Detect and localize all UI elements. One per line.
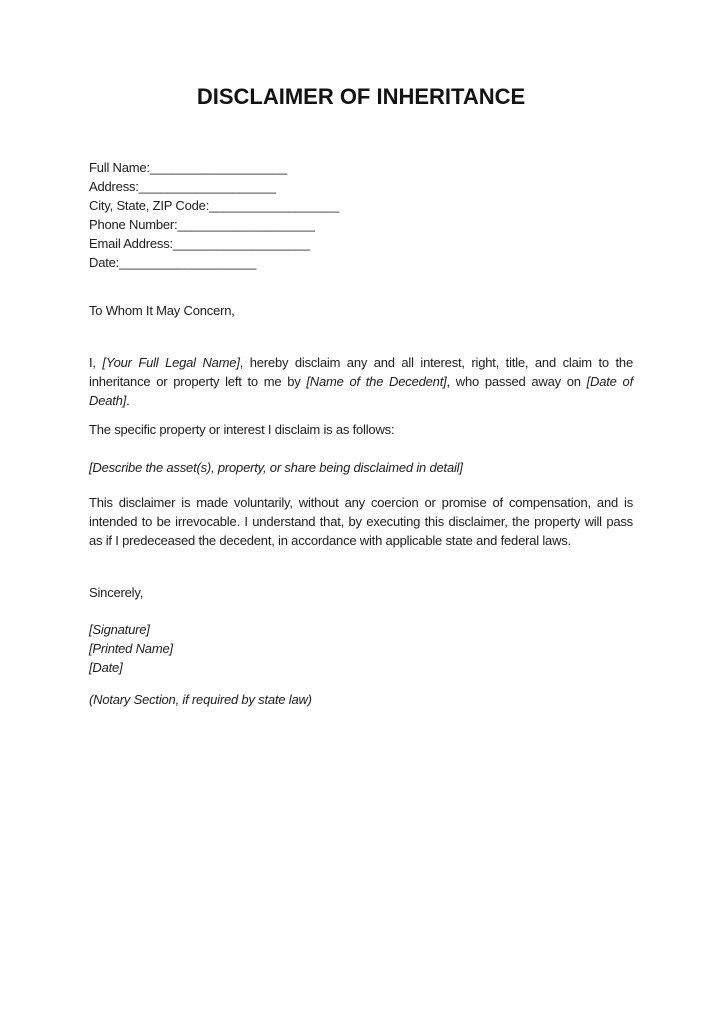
form-line-full-name — [89, 158, 633, 177]
document-title: DISCLAIMER OF INHERITANCE — [196, 84, 526, 109]
field-blank-line: ___________________ — [149, 160, 288, 175]
placeholder-full-legal-name: [Your Full Legal Name] — [102, 355, 240, 370]
field-blank-line: ___________________ — [172, 236, 311, 251]
signature-placeholder: [Signature] — [89, 622, 150, 637]
field-blank-line: ___________________ — [177, 217, 315, 232]
voluntary-disclaimer-paragraph: This disclaimer is made voluntarily, without any coercion or promise of compensation, and is intended to be irrevocable. I understand that, by executing this disclaimer, the property will pass as if I predeceased the decedent, in accordance with applicable state and federal laws. — [89, 495, 633, 548]
contact-info-block — [89, 158, 633, 272]
form-line-date — [89, 253, 633, 272]
field-label: Date: — [89, 255, 120, 270]
printed-name-placeholder: [Printed Name] — [89, 641, 173, 656]
paragraph-text: I, — [89, 355, 103, 370]
paragraph-text: . — [126, 393, 130, 408]
disclaimer-paragraph — [89, 353, 633, 410]
paragraph-text: , who passed away on — [446, 374, 587, 389]
field-blank-line: ___________________ — [119, 255, 257, 270]
field-label: Address: — [89, 179, 139, 194]
signature-block — [89, 620, 633, 677]
notary-note: (Notary Section, if required by state law) — [89, 692, 312, 707]
specific-property-paragraph: The specific property or interest I disclaim is as follows: — [89, 422, 395, 437]
field-blank-line: ___________________ — [138, 179, 277, 194]
form-line-email-address — [89, 234, 633, 253]
field-label: Full Name: — [89, 160, 150, 175]
form-line-address — [89, 177, 633, 196]
field-label: City, State, ZIP Code: — [89, 198, 210, 213]
paragraph-text: , hereby disclaim any and all interest, right, title, and claim to the inheritance or property left to me by — [89, 355, 633, 389]
placeholder-date-of-death: [Date of Death] — [89, 374, 633, 408]
field-label: Phone Number: — [89, 217, 178, 232]
form-line-phone-number — [89, 215, 633, 234]
form-line-city-state-zip — [89, 196, 633, 215]
salutation-line: To Whom It May Concern, — [89, 303, 235, 318]
date-placeholder: [Date] — [89, 660, 123, 675]
field-label: Email Address: — [89, 236, 173, 251]
closing-line: Sincerely, — [89, 585, 144, 600]
asset-description-placeholder: [Describe the asset(s), property, or share being disclaimed in detail] — [89, 460, 463, 475]
placeholder-decedent-name: [Name of the Decedent] — [306, 374, 447, 389]
field-blank-line: __________________ — [209, 198, 340, 213]
